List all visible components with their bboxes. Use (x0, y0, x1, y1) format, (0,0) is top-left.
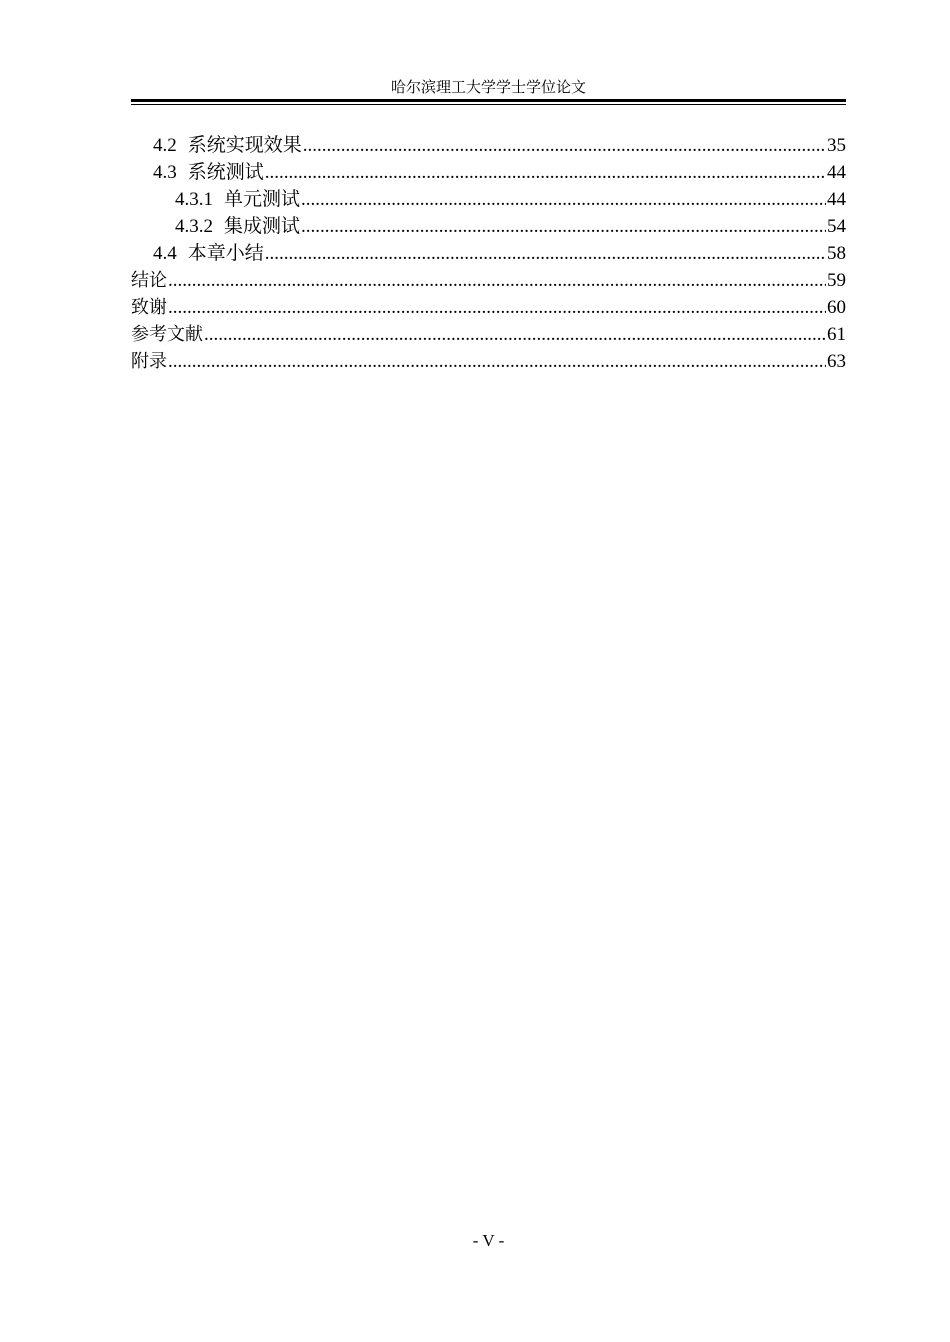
toc-entry-appendix[interactable] (131, 348, 846, 375)
toc-leader-dots (265, 159, 826, 186)
toc-leader-dots (265, 240, 826, 267)
table-of-contents (131, 132, 846, 375)
header-rule-thick (131, 99, 846, 102)
toc-entry-title: 致谢 (131, 297, 167, 318)
toc-entry-references[interactable] (131, 321, 846, 348)
toc-entry-page: 63 (827, 351, 846, 372)
toc-leader-dots (301, 186, 826, 213)
toc-leader-dots (168, 267, 826, 294)
toc-entry-page: 58 (827, 243, 846, 264)
toc-entry-title: 参考文献 (131, 324, 203, 345)
toc-leader-dots (168, 294, 826, 321)
toc-entry-page: 44 (827, 162, 846, 183)
toc-entry-page: 61 (827, 324, 846, 345)
header-rule-thin (131, 104, 846, 105)
toc-leader-dots (204, 321, 826, 348)
toc-entry-title: 单元测试 (224, 189, 301, 210)
toc-entry-4-4[interactable] (131, 240, 846, 267)
toc-entry-number: 4.3 (153, 162, 177, 183)
toc-entry-number: 4.3.1 (175, 189, 213, 210)
toc-entry-page: 59 (827, 270, 846, 291)
toc-entry-number: 4.4 (153, 243, 177, 264)
toc-entry-page: 60 (827, 297, 846, 318)
toc-entry-page: 54 (827, 216, 846, 237)
page-header: 哈尔滨理工大学学士学位论文 (390, 80, 586, 96)
toc-entry-number: 4.2 (153, 135, 177, 156)
page-number: - V - (472, 1231, 505, 1250)
toc-entry-4-3-1[interactable] (131, 186, 846, 213)
toc-leader-dots (168, 348, 826, 375)
toc-entry-title: 集成测试 (224, 216, 301, 237)
toc-entry-title: 附录 (131, 351, 167, 372)
toc-entry-number: 4.3.2 (175, 216, 213, 237)
toc-entry-page: 35 (827, 135, 846, 156)
toc-entry-title: 结论 (131, 270, 167, 291)
toc-entry-page: 44 (827, 189, 846, 210)
toc-entry-title: 系统测试 (187, 162, 264, 183)
toc-entry-title: 本章小结 (187, 243, 264, 264)
toc-leader-dots (303, 132, 826, 159)
toc-entry-4-3[interactable] (131, 159, 846, 186)
toc-entry-4-2[interactable] (131, 132, 846, 159)
toc-leader-dots (301, 213, 826, 240)
toc-entry-4-3-2[interactable] (131, 213, 846, 240)
toc-entry-title: 系统实现效果 (187, 135, 302, 156)
toc-entry-conclusion[interactable] (131, 267, 846, 294)
toc-entry-acknowledgements[interactable] (131, 294, 846, 321)
